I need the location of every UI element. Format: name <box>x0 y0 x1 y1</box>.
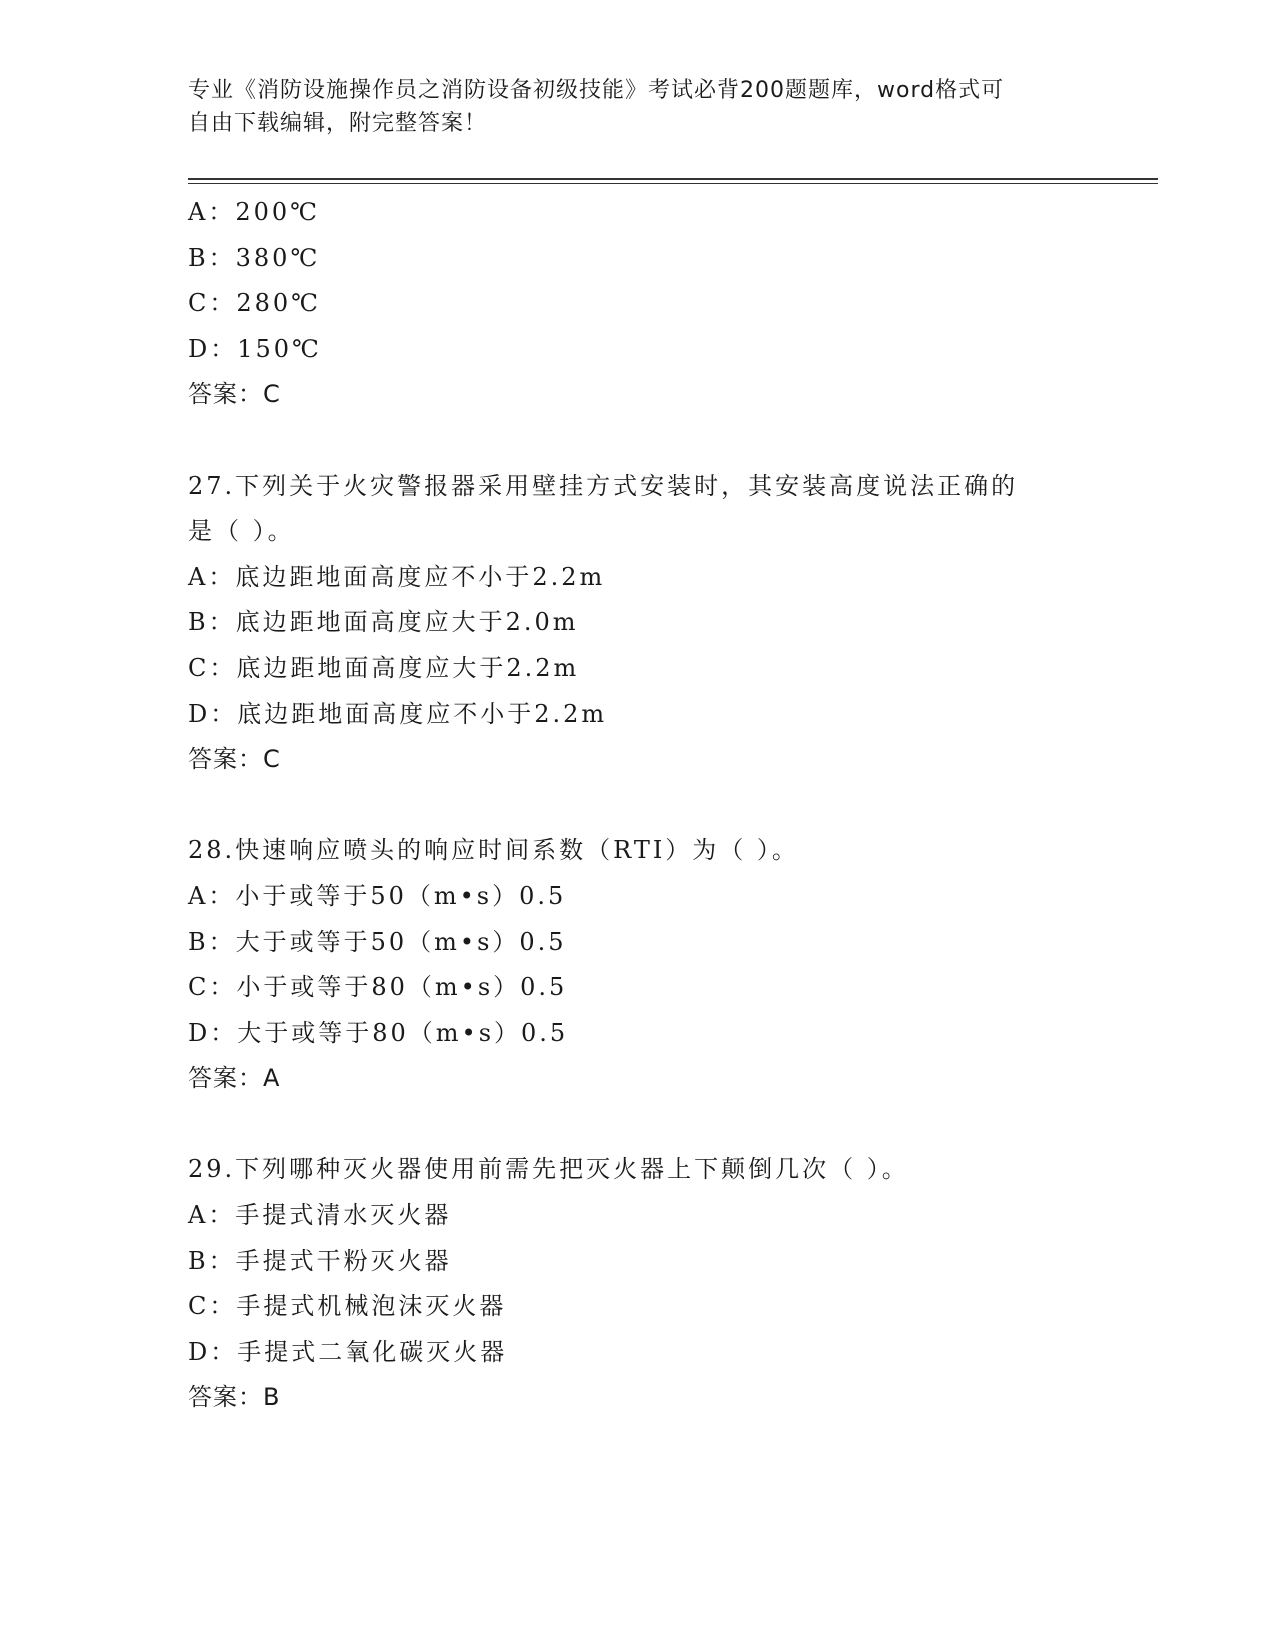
q28-answer: 答案：A <box>188 1064 281 1093</box>
q29-option-b: B：手提式干粉灭火器 <box>188 1246 452 1275</box>
header-divider-thick <box>188 178 1158 180</box>
q27-answer: 答案：C <box>188 745 281 774</box>
spacer <box>188 783 1088 829</box>
question-list <box>188 190 1088 1421</box>
q27-option-c: C：底边距地面高度应大于2.2m <box>188 653 580 682</box>
header-line-2: 自由下载编辑，附完整答案！ <box>188 111 488 136</box>
q28-option-d: D：大于或等于80（m•s）0.5 <box>188 1018 569 1047</box>
spacer <box>188 418 1088 464</box>
q28-option-a: A：小于或等于50（m•s）0.5 <box>188 881 567 910</box>
q26-option-d: D：150℃ <box>188 334 322 363</box>
q26-option-b: B：380℃ <box>188 243 321 272</box>
spacer <box>188 1102 1088 1148</box>
q27-option-a: A：底边距地面高度应不小于2.2m <box>188 562 606 591</box>
q28-option-c: C：小于或等于80（m•s）0.5 <box>188 973 568 1002</box>
question-28-block <box>188 828 1088 1102</box>
q29-option-d: D：手提式二氧化碳灭火器 <box>188 1337 508 1366</box>
document-header <box>188 74 1088 140</box>
q29-option-a: A：手提式清水灭火器 <box>188 1201 452 1230</box>
question-27-block <box>188 464 1088 783</box>
question-26-block <box>188 190 1088 418</box>
q26-option-a: A：200℃ <box>188 198 320 226</box>
q29-option-c: C：手提式机械泡沫灭火器 <box>188 1292 507 1321</box>
q29-answer: 答案：B <box>188 1383 281 1412</box>
header-line-1: 专业《消防设施操作员之消防设备初级技能》考试必背200题题库，word格式可 <box>188 78 1005 103</box>
q27-option-d: D：底边距地面高度应不小于2.2m <box>188 699 608 728</box>
q29-question: 29.下列哪种灭火器使用前需先把灭火器上下颠倒几次（ ）。 <box>188 1155 909 1184</box>
q28-question: 28.快速响应喷头的响应时间系数（RTI）为（ ）。 <box>188 836 799 865</box>
q27-question-line-2: 是（ ）。 <box>188 517 295 546</box>
q28-option-b: B：大于或等于50（m•s）0.5 <box>188 927 567 956</box>
question-29-block <box>188 1147 1088 1421</box>
q27-question-line-1: 27.下列关于火灾警报器采用壁挂方式安装时，其安装高度说法正确的 <box>188 471 1019 500</box>
header-divider-thin <box>188 183 1158 184</box>
q26-option-c: C：280℃ <box>188 289 322 318</box>
q26-answer: 答案：C <box>188 380 281 409</box>
q27-option-b: B：底边距地面高度应大于2.0m <box>188 608 579 637</box>
